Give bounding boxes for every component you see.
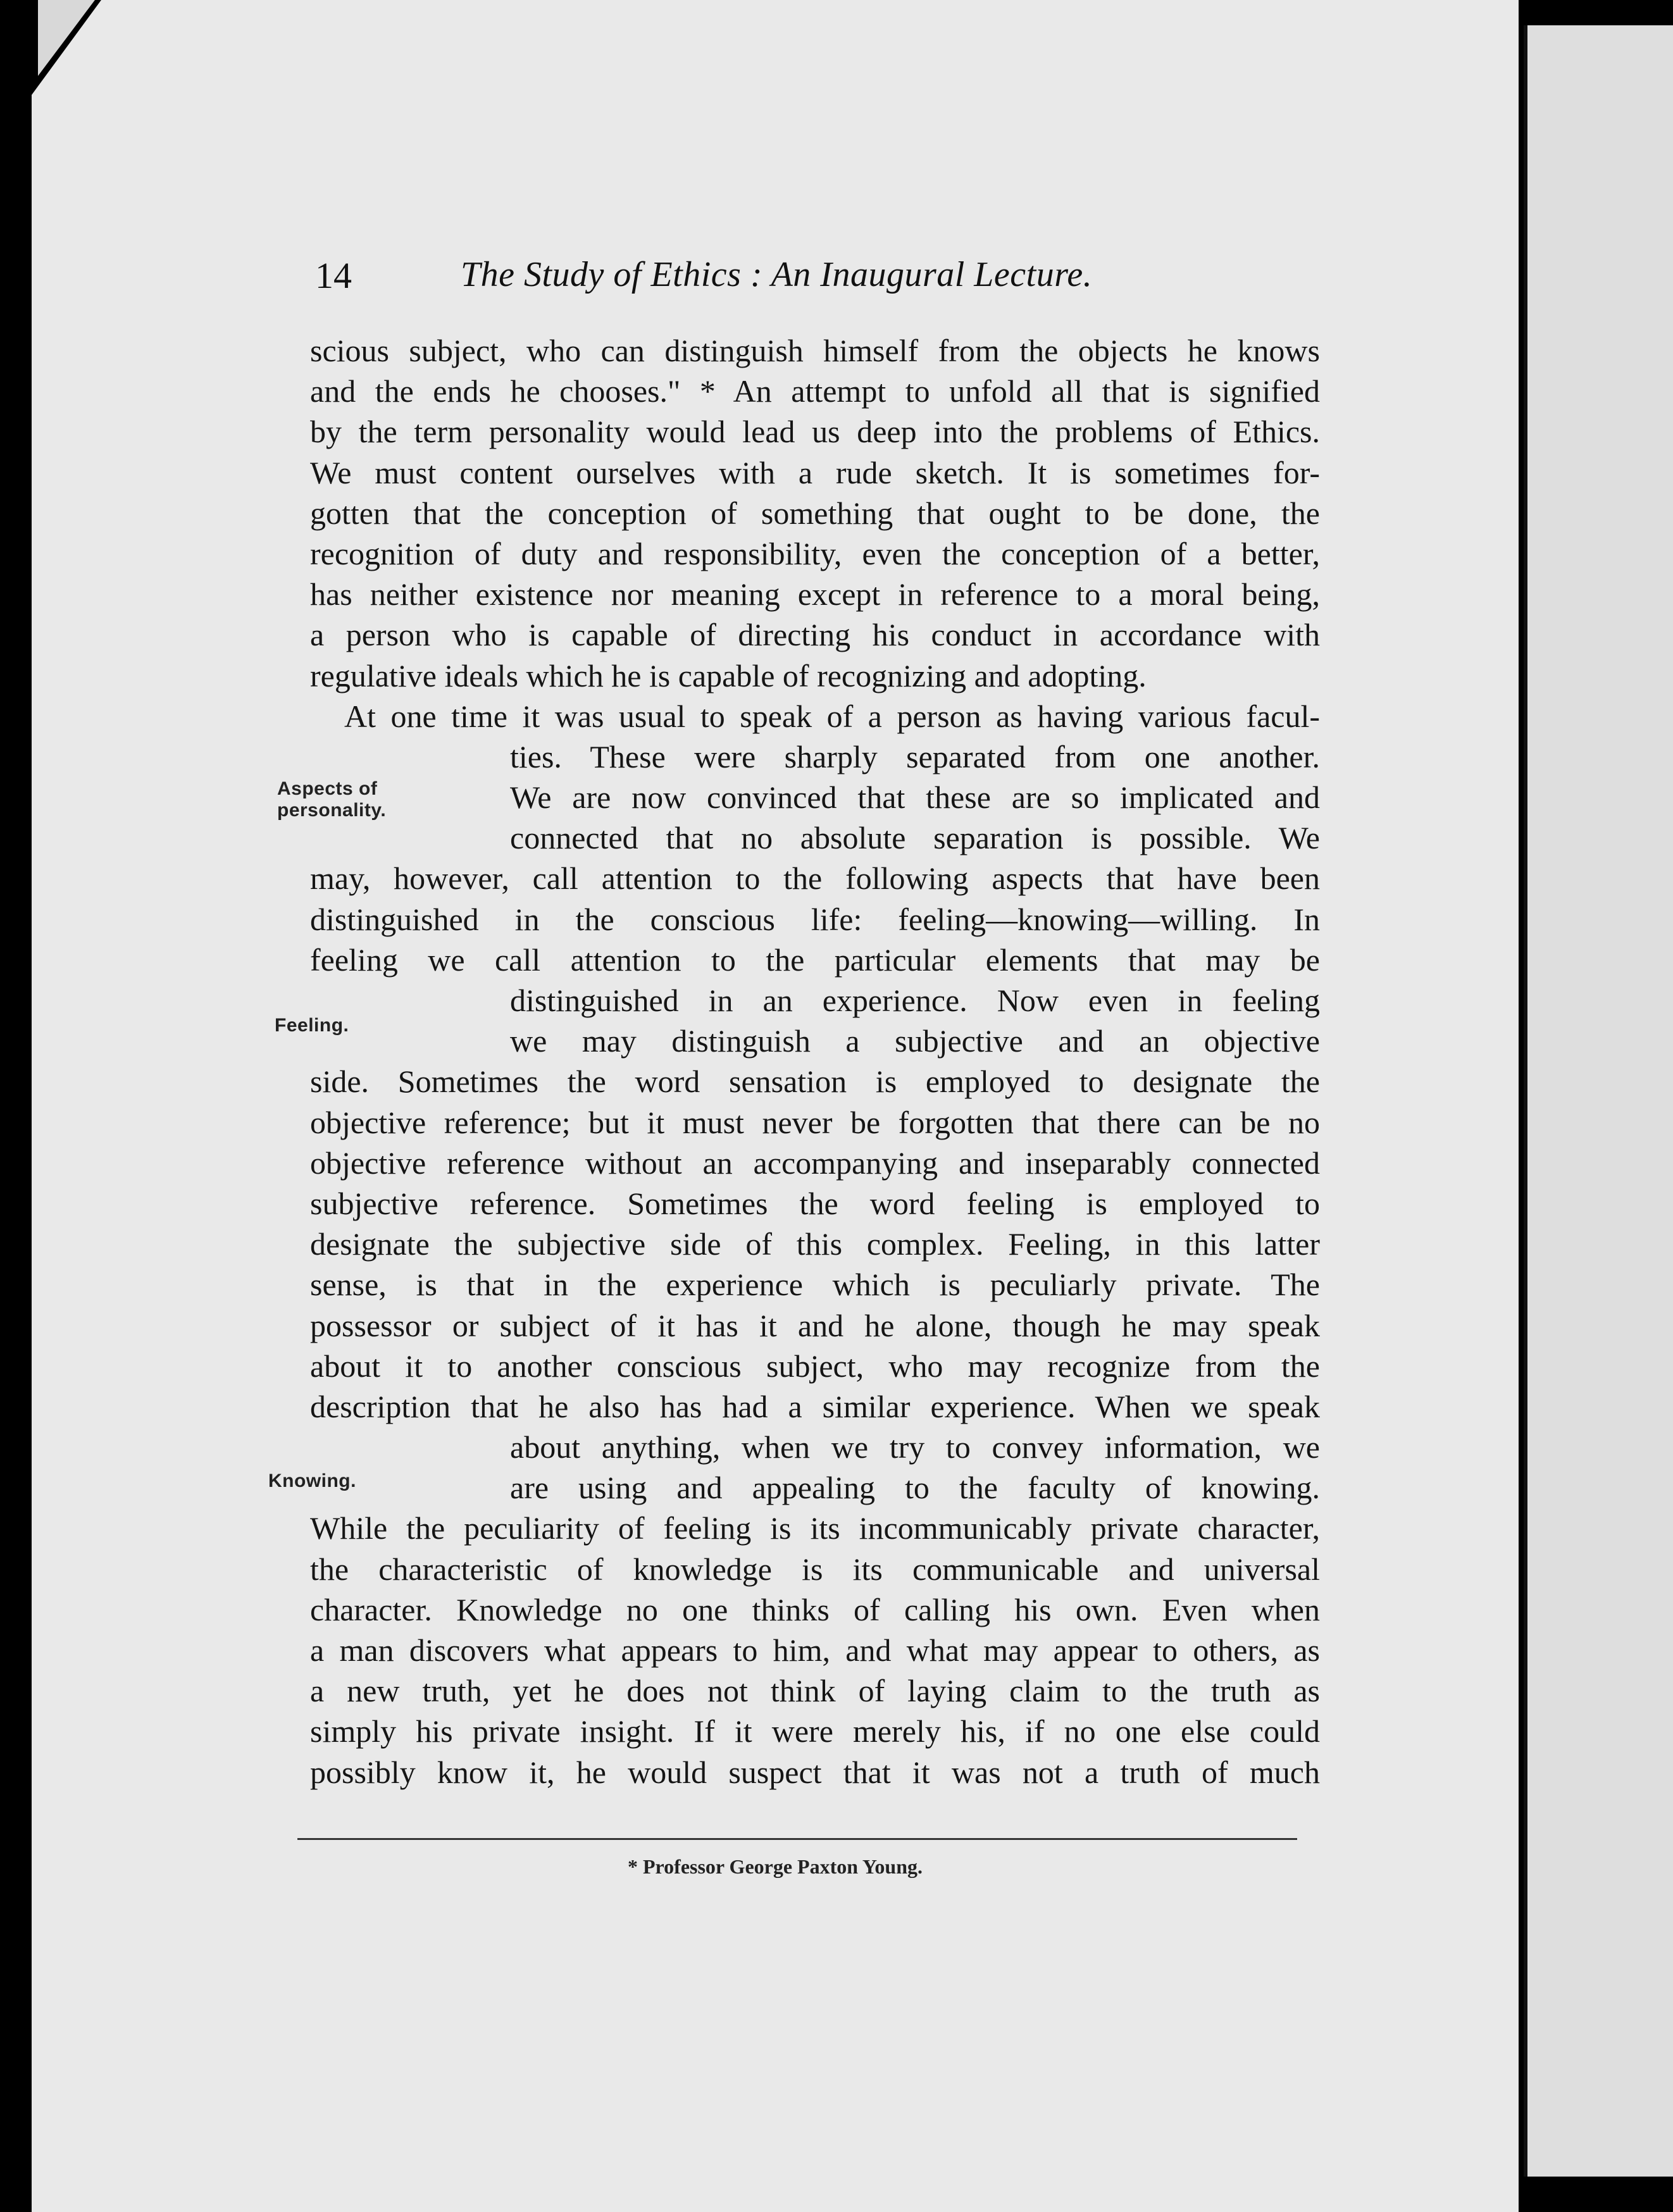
text-line: At one time it was usual to speak of a person as having various facul-: [344, 698, 1320, 734]
text-line: possessor or subject of it has it and he alone, though he may speak: [310, 1307, 1320, 1343]
facing-page: [1524, 25, 1673, 2177]
text-line: may, however, call attention to the following aspects that have been: [310, 861, 1320, 897]
footnote-rule: [297, 1838, 1297, 1840]
text-line: sense, is that in the experience which is peculiarly private. The: [310, 1267, 1320, 1303]
text-line: has neither existence nor meaning except in reference to a moral being,: [310, 576, 1320, 612]
sidenote-aspects-of-personality: [277, 778, 386, 821]
running-head: [315, 254, 1340, 305]
text-line: connected that no absolute separation is possible. We: [510, 820, 1320, 856]
text-line: a new truth, yet he does not think of laying claim to the truth as: [310, 1673, 1320, 1709]
page-number: 14: [315, 255, 352, 296]
body-text: [310, 330, 1320, 1793]
text-line: gotten that the conception of something that ought to be done, the: [310, 495, 1320, 531]
text-line: are using and appealing to the faculty of knowing.: [510, 1470, 1320, 1506]
sidenote-feeling: Feeling.: [275, 1015, 349, 1036]
footnote: * Professor George Paxton Young.: [627, 1855, 923, 1878]
text-line: objective reference; but it must never be forgotten that there can be no: [310, 1104, 1320, 1140]
text-line: possibly know it, he would suspect that it was not a truth of much: [310, 1754, 1320, 1790]
text-line: scious subject, who can distinguish himself from the objects he knows: [310, 333, 1320, 368]
text-line: the characteristic of knowledge is its communicable and universal: [310, 1551, 1320, 1587]
text-line: about it to another conscious subject, who may recognize from the: [310, 1348, 1320, 1384]
sidenote-knowing: Knowing.: [268, 1470, 356, 1491]
text-line: ties. These were sharply separated from one another.: [510, 738, 1320, 774]
text-line: simply his private insight. If it were merely his, if no one else could: [310, 1713, 1320, 1749]
text-line: description that he also has had a similar experience. When we speak: [310, 1388, 1320, 1424]
text-line: recognition of duty and responsibility, even the conception of a better,: [310, 535, 1320, 571]
text-line: distinguished in the conscious life: feeling—knowing—willing. In: [310, 901, 1320, 937]
text-line: we may distinguish a subjective and an objective: [510, 1023, 1320, 1059]
text-line: designate the subjective side of this complex. Feeling, in this latter: [310, 1226, 1320, 1262]
text-line: distinguished in an experience. Now even in feeling: [510, 983, 1320, 1018]
folded-corner-face: [38, 0, 95, 76]
book-page: [32, 0, 1519, 2212]
text-line: We are now convinced that these are so implicated and: [510, 780, 1320, 816]
sidenote-line: personality.: [277, 800, 387, 821]
text-line: about anything, when we try to convey information, we: [510, 1429, 1320, 1465]
text-line: While the peculiarity of feeling is its incommunicably private character,: [310, 1510, 1320, 1546]
sidenote-line: Aspects of: [277, 778, 378, 799]
text-line: objective reference without an accompanying and inseparably connected: [310, 1145, 1320, 1181]
text-line: side. Sometimes the word sensation is employed to designate the: [310, 1064, 1320, 1100]
text-line: regulative ideals which he is capable of recognizing and adopting.: [310, 657, 1147, 693]
text-line: feeling we call attention to the particular elements that may be: [310, 941, 1320, 978]
running-title: The Study of Ethics : An Inaugural Lecture.: [461, 255, 1093, 294]
text-line: a man discovers what appears to him, and what may appear to others, as: [310, 1632, 1320, 1668]
text-line: We must content ourselves with a rude sketch. It is sometimes for-: [310, 454, 1320, 490]
text-line: a person who is capable of directing his conduct in accordance with: [310, 617, 1320, 653]
text-line: and the ends he chooses." * An attempt to unfold all that is signified: [310, 373, 1320, 409]
text-line: by the term personality would lead us deep into the problems of Ethics.: [310, 414, 1320, 450]
text-line: subjective reference. Sometimes the word feeling is employed to: [310, 1185, 1320, 1221]
text-line: character. Knowledge no one thinks of calling his own. Even when: [310, 1591, 1320, 1627]
